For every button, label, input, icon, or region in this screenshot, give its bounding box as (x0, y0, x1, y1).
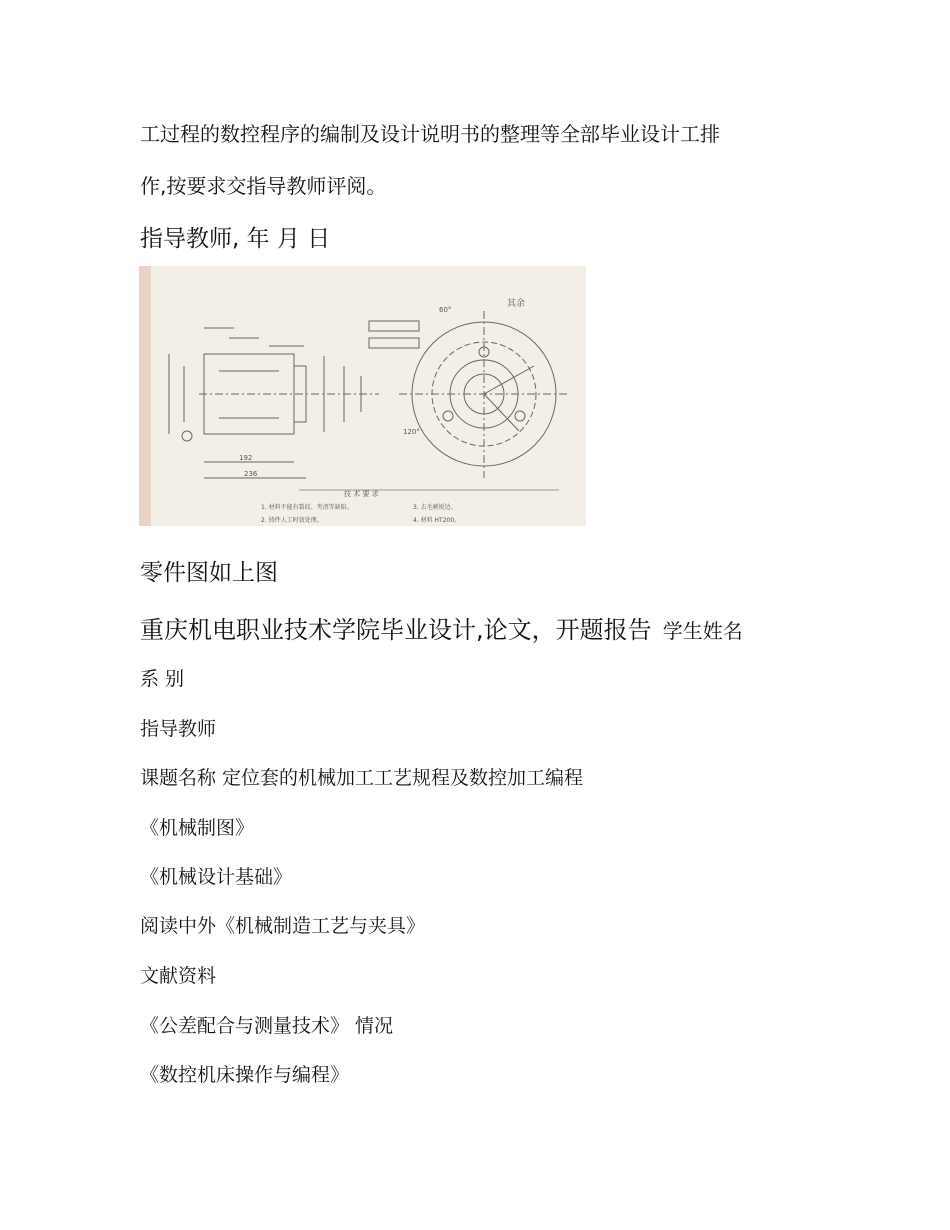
dim-236-label: 236 (244, 470, 258, 478)
signature-line: 指导教师, 年 月 日 (140, 226, 331, 252)
tolerance-frame-2 (369, 338, 419, 348)
figure-caption: 零件图如上图 (140, 560, 278, 586)
roughness-note: 其余 (507, 299, 526, 309)
reference-5: 《数控机床操作与编程》 (140, 1064, 350, 1086)
report-title: 重庆机电职业技术学院毕业设计,论文，开题报告 (140, 616, 652, 644)
advisor-label: 指导教师 (140, 718, 217, 740)
topic-line: 课题名称 定位套的机械加工工艺规程及数控加工编程 (140, 767, 584, 789)
reference-4: 《公差配合与测量技术》 情况 (140, 1015, 394, 1037)
department-label: 系 别 (140, 668, 185, 690)
text-line-1: 工过程的数控程序的编制及设计说明书的整理等全部毕业设计工排 (140, 122, 720, 146)
report-heading (140, 610, 743, 645)
tech-req-2: 2. 铸件人工时效处理。 (261, 517, 323, 524)
tolerance-frame-1 (369, 321, 419, 331)
part-drawing-svg (139, 266, 586, 526)
dim-192-label: 192 (239, 454, 253, 462)
reference-2: 《机械设计基础》 (140, 866, 293, 888)
reference-3: 阅读中外《机械制造工艺与夹具》 (140, 915, 426, 937)
part-drawing (139, 266, 586, 526)
datum-marker (182, 431, 192, 441)
tech-requirements-title: 技 术 要 求 (344, 490, 379, 498)
reference-1: 《机械制图》 (140, 817, 255, 839)
angle-120-label: 120° (403, 428, 420, 436)
text-line-2: 作,按要求交指导教师评阅。 (140, 174, 387, 198)
tech-req-4: 4. 材料 HT200。 (413, 517, 461, 524)
tech-req-3: 3. 去毛刺锐边。 (413, 504, 457, 511)
angle-60-label: 60° (439, 306, 452, 314)
tech-req-1: 1. 材料不能有裂纹、夹渣等缺陷。 (261, 504, 353, 511)
literature-label: 文献资料 (140, 965, 217, 987)
student-name-label: 学生姓名 (662, 619, 743, 643)
